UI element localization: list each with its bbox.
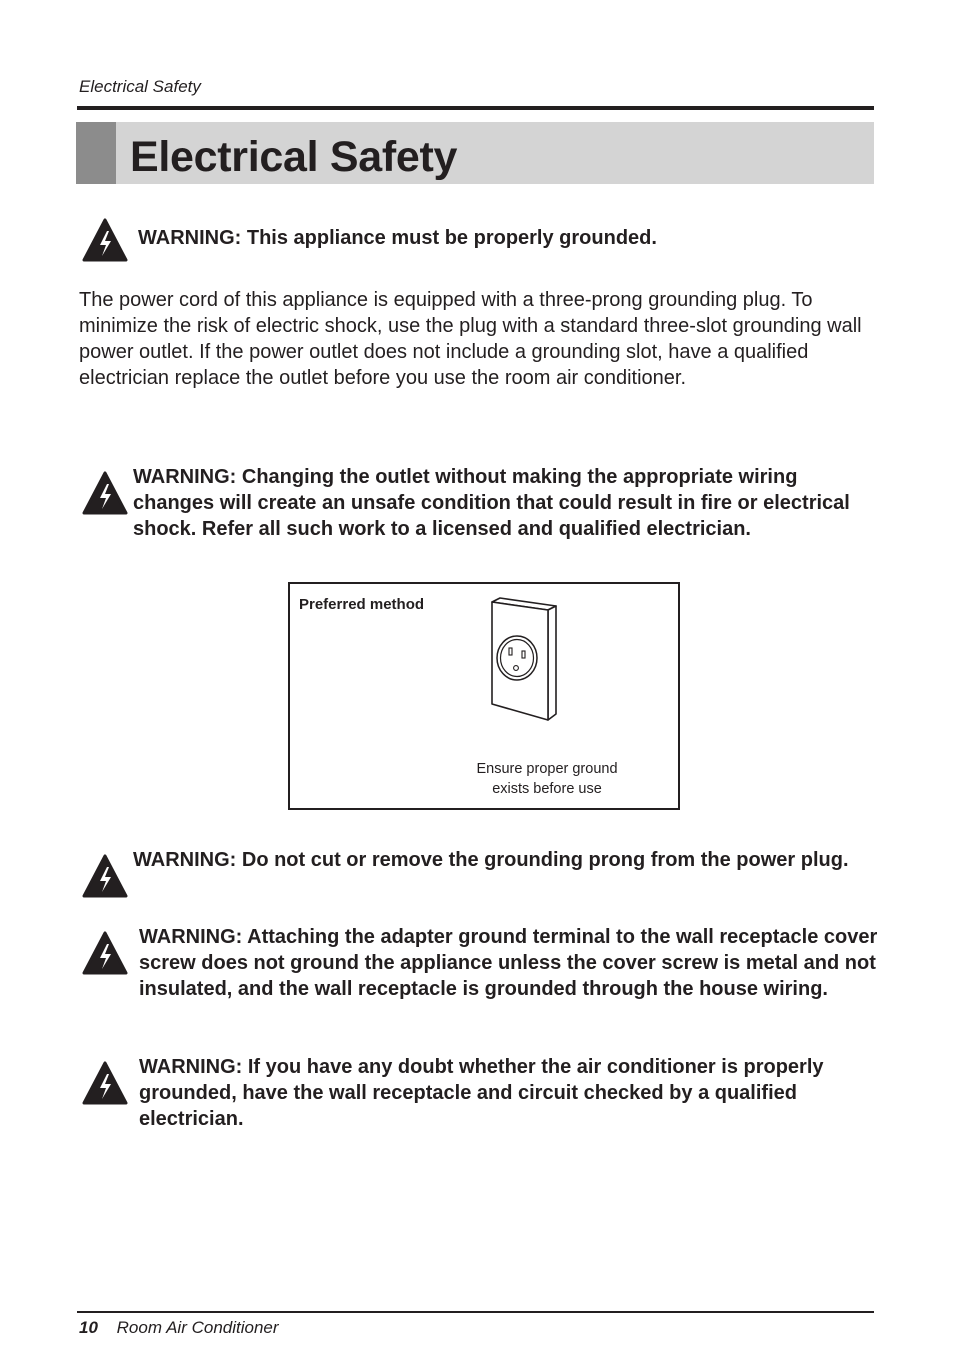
header-rule: [77, 106, 874, 110]
figure-caption-line: exists before use: [492, 781, 602, 797]
warning-doubt-grounded-text: WARNING: If you have any doubt whether the air conditioner is properly grounded, have the wall receptacle and circuit checked by a qualified electrician.: [139, 1056, 824, 1130]
section-title-band: [76, 122, 874, 184]
warning-lightning-icon: [82, 471, 128, 515]
warning-grounded-text: WARNING: This appliance must be properly grounded.: [138, 227, 657, 249]
figure-label: Preferred method: [299, 596, 425, 613]
grounding-paragraph: The power cord of this appliance is equipped with a three-prong grounding plug. To minimize the risk of electric shock, use the plug with a standard three-slot grounding wall power outlet. If the power outlet does not include a grounding slot, have a qualified electrician replace the outlet before you use the room air conditioner.: [79, 289, 862, 389]
warning-lightning-icon: [82, 218, 128, 262]
warning-lightning-icon: [82, 1061, 128, 1105]
page-number: 10: [79, 1318, 98, 1337]
warning-lightning-icon: [82, 931, 128, 975]
section-title: Electrical Safety: [130, 133, 458, 181]
figure-caption: [462, 759, 632, 799]
footer-rule: [77, 1311, 874, 1313]
running-head: Electrical Safety: [79, 77, 201, 96]
warning-lightning-icon: [82, 854, 128, 898]
warning-grounding-prong-text: WARNING: Do not cut or remove the grounding prong from the power plug.: [133, 849, 849, 871]
warning-adapter-terminal-text: WARNING: Attaching the adapter ground terminal to the wall receptacle cover screw does not ground the appliance unless the cover screw is metal and not insulated, and the wall receptacle is grounded through the house wiring.: [139, 926, 878, 1000]
figure-caption-line: Ensure proper ground: [476, 761, 618, 777]
document-title: Room Air Conditioner: [116, 1318, 279, 1337]
warning-outlet-wiring-text: WARNING: Changing the outlet without making the appropriate wiring changes will create an unsafe condition that could result in fire or electrical shock. Refer all such work to a licensed and qualified electrician.: [133, 466, 850, 540]
page-footer: [79, 1318, 279, 1338]
grounded-outlet-icon: [488, 596, 560, 724]
title-tab: [76, 122, 116, 184]
preferred-method-figure: [288, 582, 680, 810]
